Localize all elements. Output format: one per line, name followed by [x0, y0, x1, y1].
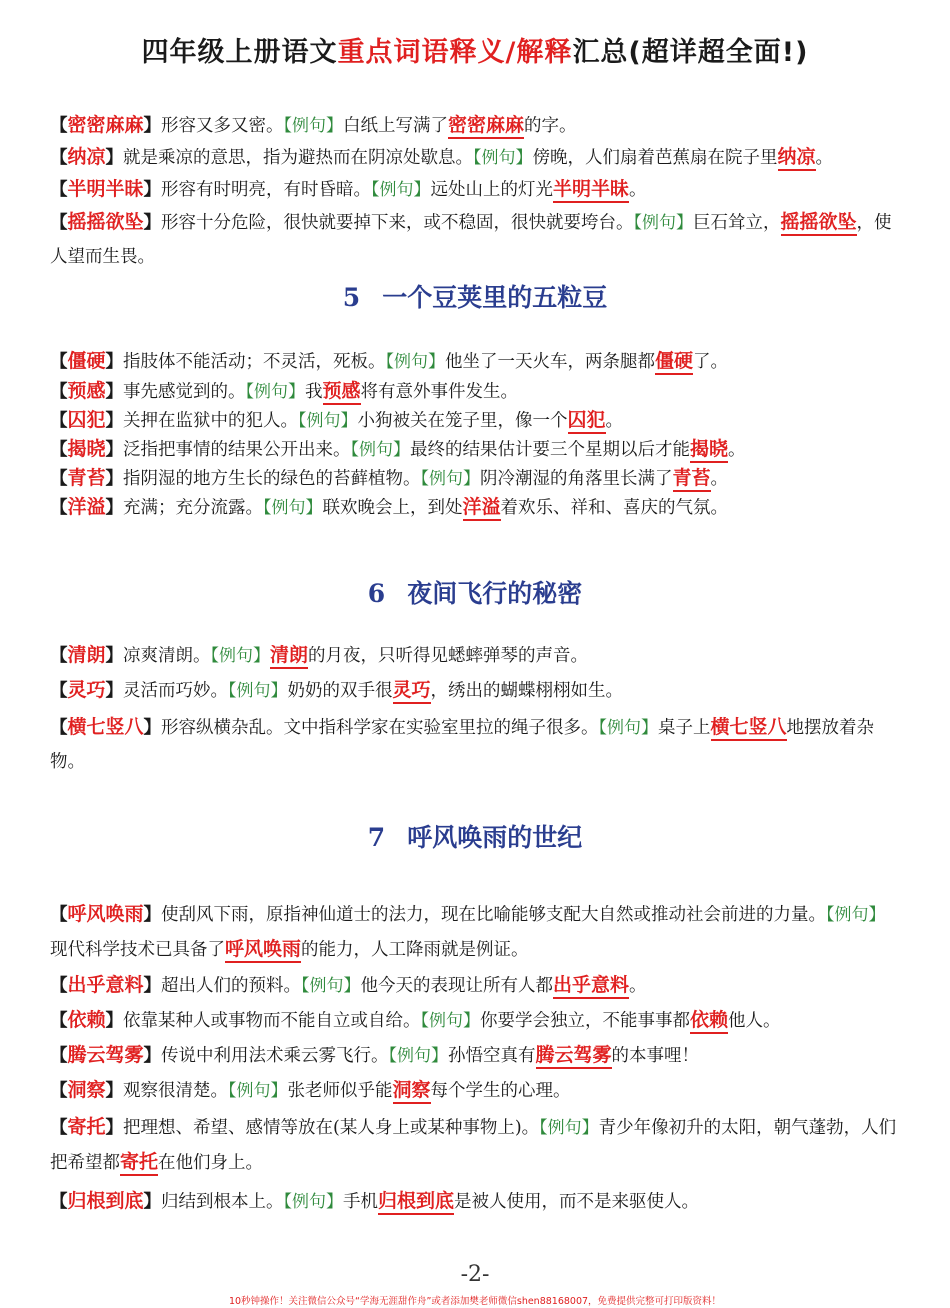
example-tag: 【例句】	[539, 1118, 599, 1138]
definition: 凉爽清朗。	[123, 646, 211, 666]
term: 出乎意料	[67, 974, 144, 996]
highlighted-term: 洞察	[393, 1079, 431, 1104]
term: 寄托	[67, 1116, 106, 1138]
entry-tengyunjiawu: 【腾云驾雾】传说中利用法术乘云雾飞行。【例句】孙悟空真有腾云驾雾的本事哩！	[50, 1038, 900, 1073]
example-tag: 【例句】	[473, 148, 533, 168]
term: 灵巧	[67, 679, 106, 701]
definition: 指肢体不能活动；不灵活，死板。	[123, 352, 386, 372]
example-tag: 【例句】	[388, 1046, 449, 1066]
entry-yangyi: 【洋溢】充满；充分流露。【例句】联欢晚会上，到处洋溢着欢乐、祥和、喜庆的气氛。	[50, 490, 900, 525]
definition: 就是乘凉的意思，指为避热而在阴凉处歇息。	[123, 148, 474, 168]
term: 归根到底	[67, 1190, 144, 1212]
example-tag: 【例句】	[385, 352, 446, 372]
entry-qiufan: 【囚犯】关押在监狱中的犯人。【例句】小狗被关在笼子里，像一个囚犯。	[50, 403, 900, 438]
example-tag: 【例句】	[371, 180, 431, 200]
term: 囚犯	[67, 409, 106, 431]
entry-yugan: 【预感】事先感觉到的。【例句】我预感将有意外事件发生。	[50, 374, 900, 409]
definition: 关押在监狱中的犯人。	[123, 411, 299, 431]
example-tag: 【例句】	[245, 382, 306, 402]
term: 腾云驾雾	[67, 1044, 144, 1066]
term: 纳凉	[67, 146, 106, 168]
entry-jiexiao: 【揭晓】泛指把事情的结果公开出来。【例句】最终的结果估计要三个星期以后才能揭晓。	[50, 432, 900, 467]
entry-banmingbanmei: 【半明半昧】形容有时明亮，有时昏暗。【例句】远处山上的灯光半明半昧。	[50, 172, 900, 207]
entry-naliang: 【纳凉】就是乘凉的意思，指为避热而在阴凉处歇息。【例句】傍晚，人们扇着芭蕉扇在院子里纳凉。	[50, 140, 900, 175]
highlighted-term: 半明半昧	[553, 178, 629, 203]
definition: 指阴湿的地方生长的绿色的苔藓植物。	[123, 469, 421, 489]
definition: 使刮风下雨，原指神仙道士的法力，现在比喻能够支配大自然或推动社会前进的力量。	[161, 905, 827, 925]
page-number: -2-	[460, 1262, 490, 1287]
definition: 依靠某种人或事物而不能自立或自给。	[123, 1011, 421, 1031]
term: 摇摇欲坠	[67, 211, 144, 233]
example-tag: 【例句】	[633, 213, 694, 233]
entry-guigendaodi: 【归根到底】归结到根本上。【例句】手机归根到底是被人使用，而不是来驱使人。	[50, 1184, 900, 1219]
definition: 充满；充分流露。	[123, 498, 264, 518]
entry-qingtai: 【青苔】指阴湿的地方生长的绿色的苔藓植物。【例句】阴冷潮湿的角落里长满了青苔。	[50, 461, 900, 496]
highlighted-term: 密密麻麻	[448, 114, 524, 139]
example-tag: 【例句】	[598, 718, 659, 738]
term: 青苔	[67, 467, 106, 489]
term: 半明半昧	[67, 178, 144, 200]
section-heading-6: 6 夜间飞行的秘密	[367, 579, 583, 608]
example-tag: 【例句】	[228, 681, 288, 701]
example-tag: 【例句】	[420, 1011, 481, 1031]
example-tag: 【例句】	[210, 646, 271, 666]
highlighted-term: 僵硬	[655, 350, 693, 375]
definition: 把理想、希望、感情等放在(某人身上或某种事物上)。	[123, 1118, 540, 1138]
entry-dongcha: 【洞察】观察很清楚。【例句】张老师似乎能洞察每个学生的心理。	[50, 1073, 900, 1108]
example-tag: 【例句】	[283, 116, 344, 136]
term: 洋溢	[67, 496, 106, 518]
definition: 观察很清楚。	[123, 1081, 229, 1101]
entry-yaoyaoyuzhui: 【摇摇欲坠】形容十分危险，很快就要掉下来，或不稳固，很快就要垮台。【例句】巨石耸立，摇摇欲坠，使人望而生畏。	[50, 211, 892, 267]
entry-chuhuyiliao: 【出乎意料】超出人们的预料。【例句】他今天的表现让所有人都出乎意料。	[50, 968, 900, 1003]
definition: 形容纵横杂乱。文中指科学家在实验室里拉的绳子很多。	[161, 718, 599, 738]
term: 洞察	[67, 1079, 106, 1101]
definition: 超出人们的预料。	[161, 976, 302, 996]
section-heading-5: 5 一个豆荚里的五粒豆	[342, 283, 608, 312]
highlighted-term: 青苔	[673, 467, 711, 492]
term: 横七竖八	[67, 716, 144, 738]
example-tag: 【例句】	[263, 498, 323, 518]
definition: 形容有时明亮，有时昏暗。	[161, 180, 372, 200]
entry-yilai: 【依赖】依靠某种人或事物而不能自立或自给。【例句】你要学会独立，不能事事都依赖他人。	[50, 1003, 900, 1038]
entry-jituo: 【寄托】把理想、希望、感情等放在(某人身上或某种事物上)。【例句】青少年像初升的太阳，朝气蓬勃，人们把希望都寄托在他们身上。	[50, 1110, 900, 1180]
highlighted-term: 揭晓	[690, 438, 728, 463]
example-tag: 【例句】	[283, 1192, 344, 1212]
term: 揭晓	[67, 438, 106, 460]
example-tag: 【例句】	[420, 469, 481, 489]
entry-jiangying: 【僵硬】指肢体不能活动；不灵活，死板。【例句】他坐了一天火车，两条腿都僵硬了。	[50, 344, 900, 379]
entry-qinglang: 【清朗】凉爽清朗。【例句】清朗的月夜，只听得见蟋蟀弹琴的声音。	[50, 638, 900, 673]
example-tag: 【例句】	[350, 440, 411, 460]
example-tag: 【例句】	[298, 411, 358, 431]
highlighted-term: 寄托	[120, 1151, 158, 1176]
highlighted-term: 清朗	[270, 644, 308, 669]
footer-note: 10秒钟操作！关注微信公众号“学海无涯甜作舟”或者添加樊老师微信shen88168007，免费提供完整可打印版资料！	[228, 1296, 722, 1307]
highlighted-term: 囚犯	[568, 409, 606, 434]
term: 呼风唤雨	[67, 903, 144, 925]
definition: 泛指把事情的结果公开出来。	[123, 440, 351, 460]
entry-hengqishuba: 【横七竖八】形容纵横杂乱。文中指科学家在实验室里拉的绳子很多。【例句】桌子上横七竖八地摆放着杂物。	[50, 716, 875, 772]
definition: 形容十分危险，很快就要掉下来，或不稳固，很快就要垮台。	[161, 213, 634, 233]
term: 密密麻麻	[67, 114, 144, 136]
highlighted-term: 归根到底	[378, 1190, 454, 1215]
definition: 传说中利用法术乘云雾飞行。	[161, 1046, 389, 1066]
entry-mimimama: 【密密麻麻】形容又多又密。【例句】白纸上写满了密密麻麻的字。	[50, 108, 900, 143]
term: 清朗	[67, 644, 106, 666]
highlighted-term: 呼风唤雨	[225, 938, 301, 963]
term: 预感	[67, 380, 106, 402]
highlighted-term: 依赖	[690, 1009, 728, 1034]
term: 依赖	[67, 1009, 106, 1031]
definition: 灵活而巧妙。	[123, 681, 229, 701]
example-tag: 【例句】	[228, 1081, 288, 1101]
page-title: 四年级上册语文重点词语释义/解释汇总(超详超全面!)	[141, 37, 809, 68]
highlighted-term: 腾云驾雾	[536, 1044, 612, 1069]
highlighted-term: 出乎意料	[553, 974, 629, 999]
highlighted-term: 横七竖八	[711, 716, 787, 741]
term: 僵硬	[67, 350, 106, 372]
entry-hufenghuanyu: 【呼风唤雨】使刮风下雨，原指神仙道士的法力，现在比喻能够支配大自然或推动社会前进的力量。【例句】现代科学技术已具备了呼风唤雨的能力，人工降雨就是例证。	[50, 897, 900, 967]
example-tag: 【例句】	[826, 905, 886, 925]
example-tag: 【例句】	[301, 976, 361, 996]
highlighted-term: 摇摇欲坠	[781, 211, 857, 236]
definition: 归结到根本上。	[161, 1192, 284, 1212]
section-heading-7: 7 呼风唤雨的世纪	[367, 823, 583, 852]
highlighted-term: 洋溢	[463, 496, 501, 521]
highlighted-term: 预感	[323, 380, 361, 405]
highlighted-term: 纳凉	[778, 146, 816, 171]
entry-lingqiao: 【灵巧】灵活而巧妙。【例句】奶奶的双手很灵巧，绣出的蝴蝶栩栩如生。	[50, 673, 900, 708]
definition: 事先感觉到的。	[123, 382, 246, 402]
highlighted-term: 灵巧	[393, 679, 431, 704]
definition: 形容又多又密。	[161, 116, 284, 136]
